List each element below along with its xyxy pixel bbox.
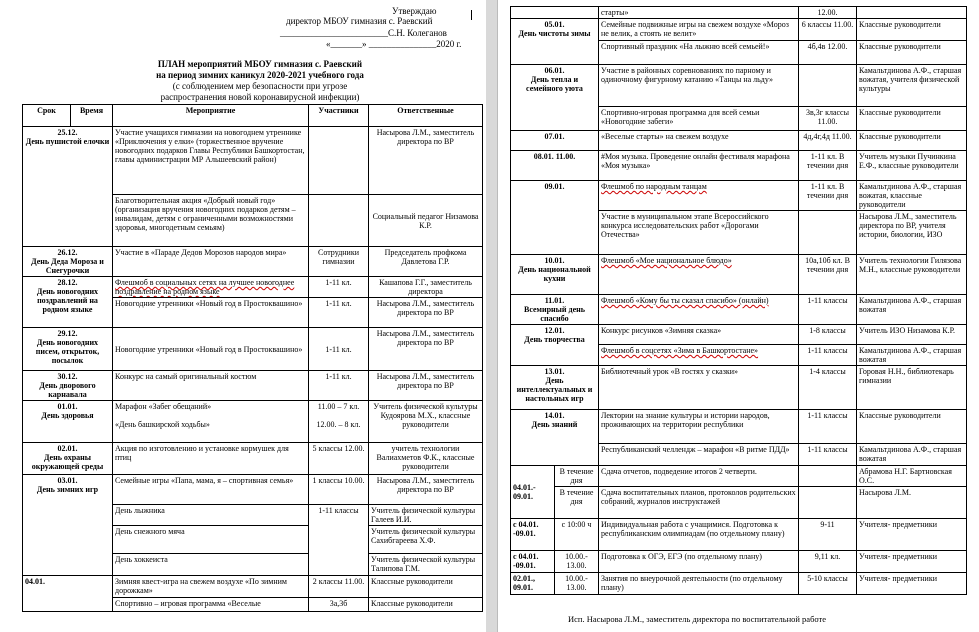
participants-cell: 1-11 кл. [309,298,369,328]
participants-cell: 11.00 – 7 кл. 12.00. – 8 кл. [309,401,369,443]
date-cell: 03.01. День зимних игр [23,475,113,576]
participants-cell [309,195,369,247]
participants-cell: 5 классы 12.00. [309,443,369,475]
participants-cell [799,211,857,255]
responsible-cell: Камальтдинова А.Ф., старшая вожатая, классные руководители [857,181,967,211]
participants-cell: 1-11 классы [799,444,857,466]
event-cell: Спортивно-игровая программа для всей семьи «Новогодние забеги» [599,107,799,131]
time-cell: с 10:00 ч [555,519,599,551]
left-plan-table [22,104,483,612]
responsible-cell: Председатель профкома Давлетова Г.Р. [369,247,483,277]
responsible-cell: Абрамова Н.Г. Бартновская О.С. [857,466,967,487]
event-cell: Флешмоб в соцсетях «Зима в Башкортостане» [599,345,799,366]
responsible-cell: Классные руководители [857,107,967,131]
table-row [23,328,483,371]
table-row [511,255,967,295]
table-row [511,295,967,325]
table-row [23,401,483,443]
table-row [23,576,483,598]
event-cell: Подготовка к ОГЭ, ЕГЭ (по отдельному плану) [599,551,799,573]
event-cell: Лектории на знание культуры и истории народов, проживающих на территории республики [599,410,799,444]
date-cell: 29.12. День новогодних писем, открыток, посылок [23,328,113,371]
responsible-cell: Учителя- предметники [857,519,967,551]
participants-cell: 4д,4г,4д 11.00. [799,131,857,151]
participants-cell: 2 классы 11.00. [309,576,369,598]
responsible-cell: Камальтдинова А.Ф., старшая вожатая [857,444,967,466]
responsible-cell: Классные руководители [857,19,967,41]
time-cell: В течение дня [555,487,599,519]
event-cell: «Веселые старты» на свежем воздухе [599,131,799,151]
table-row [511,551,967,573]
event-cell: Занятия по внеурочной деятельности (по отдельному плану) [599,573,799,595]
participants-cell: 3в,3г классы 11.00. [799,107,857,131]
doc-title: ПЛАН мероприятий МБОУ гимназия с. Раевский [157,59,363,69]
date-cell: 26.12. День Деда Мороза и Снегурочки [23,247,113,277]
page-gap [486,0,497,632]
event-cell: Семейные подвижные игры на свежем воздухе «Мороз не велик, а стоять не велит» [599,19,799,41]
table-row [23,247,483,277]
date-cell: 25.12. День пушистой елочки [23,127,113,247]
director-line: директор МБОУ гимназия с. Раевский [286,16,433,26]
date-cell: 13.01. День интеллектуальных и настольных игр [511,366,599,410]
responsible-cell: Учитель технологии Гилязова М.Н., классные руководители [857,255,967,295]
responsible-cell: учитель технологии Валиахметов Ф.К., классные руководители [369,443,483,475]
participants-cell: 1-4 классы [799,366,857,410]
date-cell [511,7,599,19]
table-row [511,7,967,19]
event-cell: Сдача воспитательных планов, протоколов родительских собраний, журналов инструктажей [599,487,799,519]
event-cell: старты» [599,7,799,19]
participants-cell: 1-11 кл. [309,328,369,371]
responsible-cell: Учитель музыки Пучинкина Е.Ф., классные руководители [857,151,967,181]
responsible-cell: Учитель физической культуры Кудоярова М.Х., классные руководители [369,401,483,443]
event-cell: Сдача отчетов, подведение итогов 2 четверти. [599,466,799,487]
responsible-cell: Учитель ИЗО Низамова К.Р. [857,325,967,345]
date-cell: 05.01. День чистоты зимы [511,19,599,65]
date-cell: 30.12. День дворового карнавала [23,371,113,401]
event-cell: Индивидуальная работа с учащимися. Подготовка к республиканским олимпиадам (по отдельному плану) [599,519,799,551]
responsible-cell: Камальтдинова А.Ф., старшая вожатая, учителя физической культуры [857,65,967,107]
footer-signature: Исп. Насырова Л.М., заместитель директора по воспитательной работе [568,614,827,624]
date-cell: 02.01. День охраны окружающей среды [23,443,113,475]
event-cell: Конкурс на самый оригинальный костюм [113,371,309,401]
responsible-cell: Насырова Л.М. [857,487,967,519]
responsible-cell: Классные руководители [857,410,967,444]
responsible-cell: Учитель физической культуры Сахибгареева Х.Ф. [369,526,483,554]
right-page [497,0,979,632]
doc-subtitle: на период зимних каникул 2020-2021 учебного года [156,70,364,80]
responsible-cell: Кашапова Г.Г., заместитель директора [369,277,483,298]
participants-cell: 3а,3б [309,598,369,612]
event-cell: Семейные игры «Папа, мама, я – спортивная семья» [113,475,309,505]
responsible-cell: Учитель физической культуры Талипова Г.М. [369,554,483,576]
participants-cell: 1-11 кл. В течении дня [799,181,857,211]
responsible-cell: Социальный педагог Низамова К.Р. [369,195,483,247]
table-row [511,366,967,410]
participants-cell: 1-11 кл. [309,371,369,401]
participants-cell: 12.00. [799,7,857,19]
date-cell: 04.01. [23,576,113,612]
responsible-cell: Камальтдинова А.Ф., старшая вожатая [857,345,967,366]
date-cell: 14.01. День знаний [511,410,599,466]
responsible-cell [857,7,967,19]
participants-cell [799,466,857,487]
event-cell: День хоккеиста [113,554,309,576]
responsible-cell: Учитель физической культуры Галеев И.И. [369,505,483,526]
event-cell: Спортивный праздник «На лыжню всей семьей!» [599,41,799,65]
table-row [511,151,967,181]
responsible-cell: Классные руководители [369,576,483,598]
event-cell: Участие в муниципальном этапе Всероссийского конкурса исследовательских работ «Дорогами Отечества» [599,211,799,255]
participants-cell: 1-11 классы [309,505,369,576]
participants-cell: 4б,4в 12.00. [799,41,857,65]
event-cell: Новогодние утренники «Новый год в Простоквашино» [113,328,309,371]
responsible-cell: Насырова Л.М., заместитель директора по ВР, учителя истории, биологии, ИЗО [857,211,967,255]
responsible-cell: Учителя- предметники [857,573,967,595]
table-row [511,519,967,551]
event-cell: Марафон «Забег обещаний» «День башкирской ходьбы» [113,401,309,443]
event-cell: Зимняя квест-игра на свежем воздухе «По зимним дорожкам» [113,576,309,598]
date-cell: 09.01. [511,181,599,255]
responsible-cell: Насырова Л.М., заместитель директора по ВР [369,475,483,505]
col-time: Время [71,105,113,127]
doc-note-1: (с соблюдением мер безопасности при угрозе [172,81,348,91]
responsible-cell: Классные руководители [369,598,483,612]
table-row [511,65,967,107]
table-row [511,181,967,211]
event-cell: Конкурс рисунков «Зимняя сказка» [599,325,799,345]
table-row [511,573,967,595]
approve-label: Утверждаю [392,6,437,16]
table-row [511,19,967,41]
participants-cell: 10а,10б кл. В течении дня [799,255,857,295]
date-cell: 07.01. [511,131,599,151]
event-cell: Участие в районных соревнованиях по парному и одиночному фигурному катанию «Танцы на льду» [599,65,799,107]
event-cell: Спортивно – игровая программа «Веселые [113,598,309,612]
event-cell: Республиканский челлендж – марафон «В ритме ПДД» [599,444,799,466]
date-cell: 28.12. День новогодних поздравлений на родном языке [23,277,113,328]
doc-note-2: распространения новой коронавирусной инфекции) [160,92,360,102]
event-cell: Новогодние утренники «Новый год в Простоквашино» [113,298,309,328]
responsible-cell: Насырова Л.М., заместитель директора по ВР [369,298,483,328]
table-row [511,410,967,444]
participants-cell: 1-8 классы [799,325,857,345]
col-participants: Участники [309,105,369,127]
event-cell: Флешмоб по народным танцам [599,181,799,211]
date-cell: 06.01. День тепла и семейного уюта [511,65,599,131]
right-plan-table [510,6,967,595]
date-cell: 02.01., 09.01. [511,573,555,595]
participants-cell: 1-11 классы [799,345,857,366]
participants-cell: 1-11 кл. [309,277,369,298]
participants-cell: 1-11 классы [799,295,857,325]
date-cell: 10.01. День национальной кухни [511,255,599,295]
date-line: «_______» _______________2020 г. [326,39,462,49]
date-cell: с 04.01. -09.01. [511,519,555,551]
signature-line: ________________________С.Н. Колеганов [280,28,447,38]
event-cell: Участие учащихся гимназии на новогоднем утреннике «Приключения у елки» (торжественное вручение новогодних подарков Главы Республики Башкортостан, главы администрации МР Альшеевский район) [113,127,309,195]
text-cursor [471,10,472,20]
table-row [511,131,967,151]
responsible-cell: Учителя- предметники [857,551,967,573]
time-cell: В течение дня [555,466,599,487]
event-cell: День лыжника [113,505,309,526]
date-cell: 01.01. День здоровья [23,401,113,443]
participants-cell: 6 классы 11.00. [799,19,857,41]
event-cell: Библиотечный урок «В гостях у сказки» [599,366,799,410]
date-cell: 11.01. Всемирный день спасибо [511,295,599,325]
participants-cell: 9,11 кл. [799,551,857,573]
event-cell: День снежного мяча [113,526,309,554]
col-date: Срок [23,105,71,127]
date-cell: 12.01. День творчества [511,325,599,366]
event-cell: Флешмоб «Кому бы ты сказал спасибо» (онлайн) [599,295,799,325]
table-row [23,443,483,475]
participants-cell [799,487,857,519]
participants-cell: 1 классы 10.00. [309,475,369,505]
responsible-cell: Классные руководители [857,41,967,65]
participants-cell [799,65,857,107]
date-cell: с 04.01. -09.01. [511,551,555,573]
participants-cell: Сотрудники гимназии [309,247,369,277]
responsible-cell: Классные руководители [857,131,967,151]
time-cell: 10.00.- 13.00. [555,551,599,573]
table-row [511,325,967,345]
table-row [23,277,483,298]
responsible-cell: Камальтдинова А.Ф., старшая вожатая [857,295,967,325]
event-cell: Благотворительная акция «Добрый новый год» (организация вручения новогодних подарков детям – инвалидам, детям с ограниченными возможностями здоровья, многодетным семьям) [113,195,309,247]
left-page [0,0,487,632]
date-cell: 08.01. 11.00. [511,151,599,181]
responsible-cell: Насырова Л.М., заместитель директора по ВР [369,127,483,195]
participants-cell: 1-11 кл. В течении дня [799,151,857,181]
table-row [511,487,967,519]
participants-cell [309,127,369,195]
time-cell: 10.00.- 13.00. [555,573,599,595]
event-cell: Флешмоб в социальных сетях на лучшее новогоднее поздравление на родном языке [113,277,309,298]
date-cell: 04.01.- 09.01. [511,466,555,519]
participants-cell: 5-10 классы [799,573,857,595]
col-responsible: Ответственные [369,105,483,127]
event-cell: Акция по изготовлению и установке кормушек для птиц [113,443,309,475]
col-event: Мероприятие [113,105,309,127]
table-row [23,127,483,195]
event-cell: Участие в «Параде Дедов Морозов народов мира» [113,247,309,277]
table-row [511,466,967,487]
participants-cell: 9-11 [799,519,857,551]
table-row [23,475,483,505]
table-row [23,371,483,401]
responsible-cell: Насырова Л.М., заместитель директора по ВР [369,371,483,401]
participants-cell: 1-11 классы [799,410,857,444]
responsible-cell: Насырова Л.М., заместитель директора по ВР [369,328,483,371]
responsible-cell: Горовая Н.Н., библиотекарь гимназии [857,366,967,410]
event-cell: Флешмоб «Мое национальное блюдо» [599,255,799,295]
event-cell: #Моя музыка. Проведение онлайн фестиваля марафона «Моя музыка» [599,151,799,181]
